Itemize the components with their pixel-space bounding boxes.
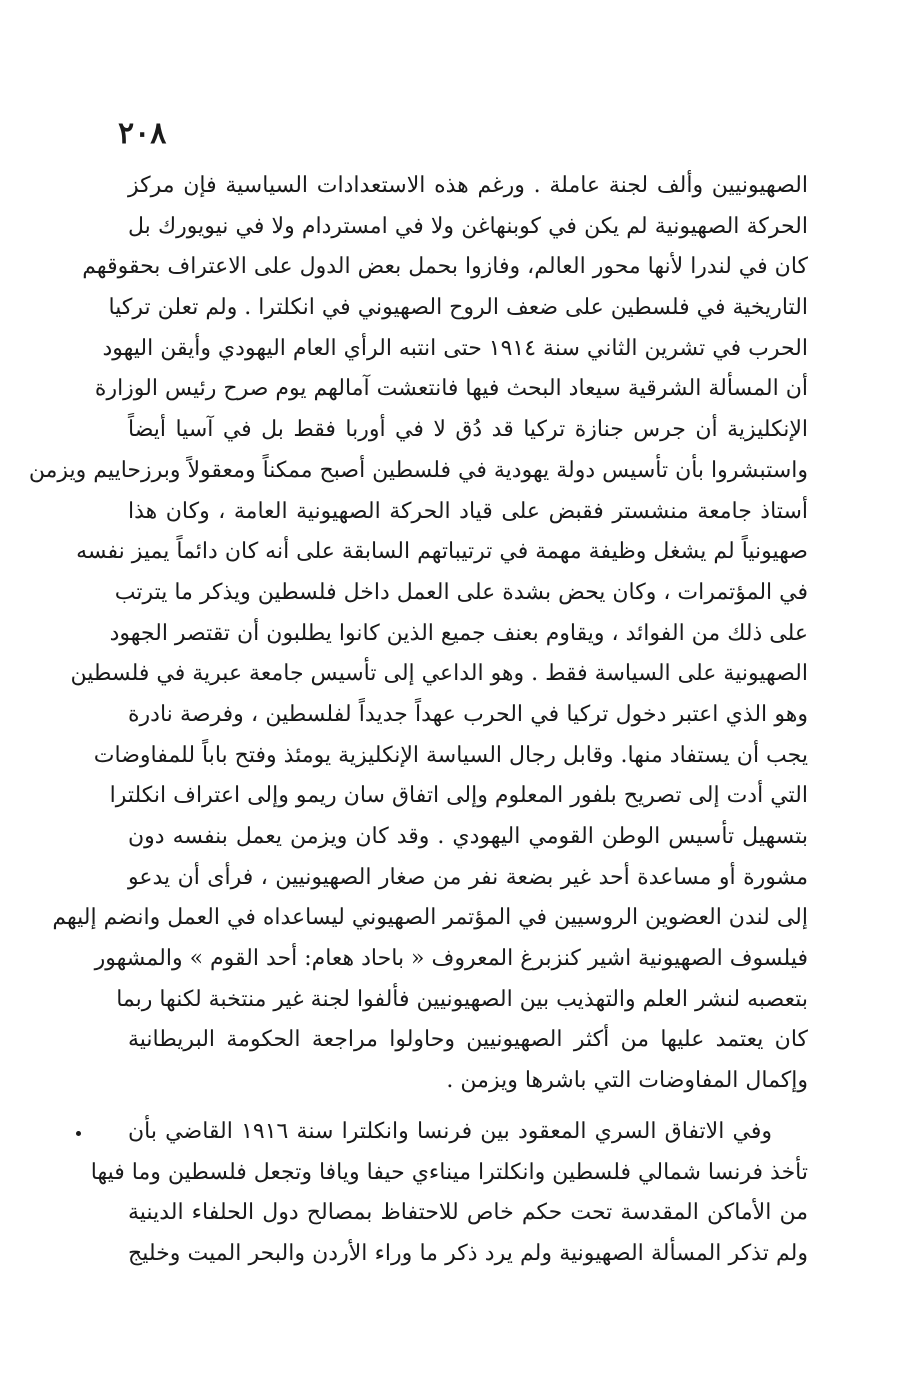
text-line: أستاذ جامعة منشستر فقبض على قياد الحركة الصهيونية العامة ، وكان هذا — [128, 498, 808, 524]
paragraph-gap — [128, 1102, 808, 1112]
text-line: من الأماكن المقدسة تحت حكم خاص للاحتفاظ بمصالح دول الحلفاء الدينية — [128, 1200, 808, 1226]
text-line: الصهيونية على السياسة فقط . وهو الداعي إلى تأسيس جامعة عبرية في فلسطين — [70, 661, 808, 687]
text-line: كان في لندرا لأنها محور العالم، وفازوا بحمل بعض الدول على الاعتراف بحقوقهم — [82, 254, 808, 280]
text-line: وهو الذي اعتبر دخول تركيا في الحرب عهداً جديداً لفلسطين ، وفرصة نادرة — [128, 701, 808, 727]
text-line: فيلسوف الصهيونية اشير كنزبرغ المعروف « باحاد هعام: أحد القوم » والمشهور — [94, 946, 808, 972]
text-line: واستبشروا بأن تأسيس دولة يهودية في فلسطين أصبح ممكناً ومعقولاً وبرزحاييم ويزمن — [28, 457, 808, 483]
text-line: تأخذ فرنسا شمالي فلسطين وانكلترا ميناءي حيفا ويافا وتجعل فلسطين وما فيها — [90, 1159, 808, 1185]
text-line: إلى لندن العضوين الروسيين في المؤتمر الصهيوني ليساعداه في العمل وانضم إليهم — [52, 905, 808, 931]
paragraph-1 — [28, 166, 808, 1102]
text-line: كان يعتمد عليها من أكثر الصهيونيين وحاولوا مراجعة الحكومة البريطانية — [128, 1027, 808, 1053]
page-body — [28, 166, 808, 1275]
text-line: الحركة الصهيونية لم يكن في كوبنهاغن ولا في امستردام ولا في نيويورك بل — [128, 213, 808, 239]
text-line: يجب أن يستفاد منها. وقابل رجال السياسة الإنكليزية يومئذ وفتح باباً للمفاوضات — [93, 742, 808, 768]
text-line: بتعصبه لنشر العلم والتهذيب بين الصهيونيين فألفوا لجنة غير منتخبة لكنها ربما — [116, 986, 808, 1012]
text-line: على ذلك من الفوائد ، ويقاوم بعنف جميع الذين كانوا يطلبون أن تقتصر الجهود — [109, 620, 808, 646]
text-line: وفي الاتفاق السري المعقود بين فرنسا وانكلترا سنة ١٩١٦ القاضي بأن — [128, 1118, 773, 1144]
text-line: وإكمال المفاوضات التي باشرها ويزمن . — [446, 1068, 808, 1094]
text-line: أن المسألة الشرقية سيعاد البحث فيها فانتعشت آمالهم يوم صرح رئيس الوزارة — [94, 376, 808, 402]
text-line: الصهيونيين وألف لجنة عاملة . ورغم هذه الاستعدادات السياسية فإن مركز — [128, 173, 808, 198]
text-line: التاريخية في فلسطين على ضعف الروح الصهيوني في انكلترا . ولم تعلن تركيا — [108, 295, 808, 321]
text-line: صهيونياً لم يشغل وظيفة مهمة في ترتيباتهم السابقة على أنه كان دائماً يميز نفسه — [76, 539, 808, 565]
margin-dot — [76, 1131, 81, 1136]
text-line: بتسهيل تأسيس الوطن القومي اليهودي . وقد كان ويزمن يعمل بنفسه دون — [128, 824, 808, 849]
text-line: في المؤتمرات ، وكان يحض بشدة على العمل داخل فلسطين ويذكر ما يترتب — [114, 579, 808, 605]
text-line: مشورة أو مساعدة أحد غير بضعة نفر من صغار الصهيونيين ، فرأى أن يدعو — [128, 864, 808, 890]
page-number: ٢٠٨ — [118, 116, 167, 151]
text-line: الإنكليزية أن جرس جنازة تركيا قد دُق لا في أوربا فقط بل في آسيا أيضاً — [128, 417, 808, 443]
text-line: الحرب في تشرين الثاني سنة ١٩١٤ حتى انتبه الرأي العام اليهودي وأيقن اليهود — [102, 335, 808, 361]
text-line: ولم تذكر المسألة الصهيونية ولم يرد ذكر ما وراء الأردن والبحر الميت وخليج — [128, 1240, 808, 1266]
paragraph-2 — [90, 1112, 808, 1275]
text-line: التي أدت إلى تصريح بلفور المعلوم وإلى اتفاق سان ريمو وإلى اعتراف انكلترا — [109, 783, 808, 809]
